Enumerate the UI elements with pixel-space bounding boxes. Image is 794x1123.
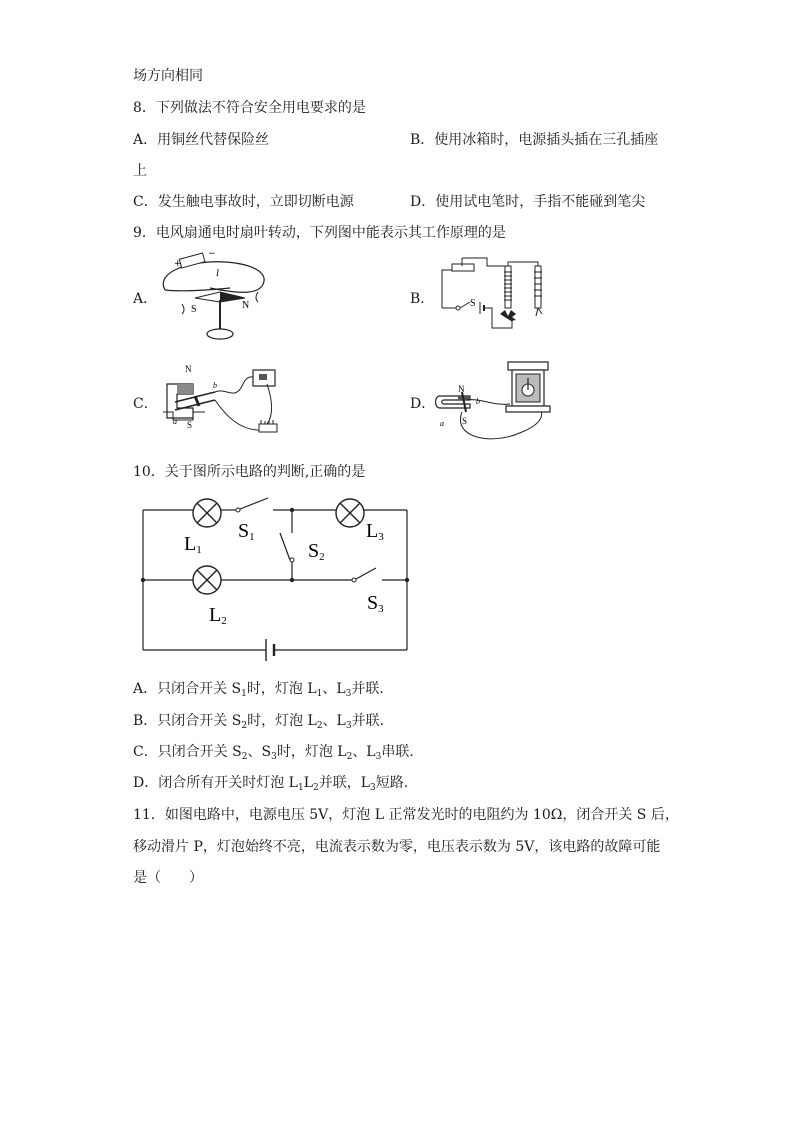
question-8-option-a: A．用铜丝代替保险丝 xyxy=(133,132,270,148)
fig-c-label-n: N xyxy=(185,364,192,374)
question-8-stem: 8．下列做法不符合安全用电要求的是 xyxy=(133,100,366,116)
fig-c-label-s: S xyxy=(187,420,193,430)
label-s3: S3 xyxy=(367,592,384,615)
q9-option-d-label: D． xyxy=(410,396,436,412)
fig-d-label-s: S xyxy=(462,416,468,426)
fig-a-label-i: I xyxy=(216,268,219,278)
fig-d-label-b: b xyxy=(476,397,480,406)
figure-9c-motor xyxy=(155,362,285,442)
figure-9d-generator xyxy=(432,358,562,448)
fig-c-label-a: a xyxy=(173,417,177,426)
question-8-option-b: B．使用冰箱时，电源插头插在三孔插座 xyxy=(410,132,659,148)
q9-option-b-label: B． xyxy=(410,291,435,307)
fig-a-plus: + xyxy=(174,259,182,269)
label-s1: S1 xyxy=(238,520,255,543)
fig-d-label-n: N xyxy=(458,384,465,394)
question-8-option-b-cont: 上 xyxy=(133,163,147,179)
fig-c-label-b: b xyxy=(213,381,217,390)
question-9-stem: 9．电风扇通电时扇叶转动，下列图中能表示其工作原理的是 xyxy=(133,225,506,241)
figure-10-circuit xyxy=(140,495,415,665)
label-l1: L1 xyxy=(184,533,202,556)
question-10-option-d: D．闭合所有开关时灯泡 $L_1L_2$并联，$L_3$短路. xyxy=(133,775,409,793)
question-8-option-d: D．使用试电笔时，手指不能碰到笔尖 xyxy=(410,194,646,210)
question-8-option-c: C．发生触电事故时，立即切断电源 xyxy=(133,194,354,210)
question-10-stem: 10．关于图所示电路的判断,正确的是 xyxy=(133,464,366,480)
fig-a-label-s: S xyxy=(191,304,197,315)
q9-option-a-label: A． xyxy=(133,291,158,307)
question-10-option-a: A．只闭合开关 $S_1$时，灯泡 $L_1$、$L_3$并联． xyxy=(133,681,394,699)
text-line-continuation: 场方向相同 xyxy=(133,68,203,84)
label-l3: L3 xyxy=(366,520,384,543)
fig-a-minus: − xyxy=(208,249,216,259)
figure-9a-oersted xyxy=(150,249,275,344)
fig-b-label-s: S xyxy=(470,298,476,309)
question-11-line-1: 11．如图电路中，电源电压 5V，灯泡 L 正常发光时的电阻约为 10Ω，闭合开关 S 后， xyxy=(133,807,679,823)
fig-d-label-a: a xyxy=(440,419,444,428)
figure-9b-electromagnets xyxy=(432,256,562,336)
question-11-line-3: 是（ ） xyxy=(133,870,203,886)
q9-option-c-label: C． xyxy=(133,396,158,412)
fig-a-label-n: N xyxy=(242,300,250,311)
question-10-option-c: C．只闭合开关 $S_2$、$S_3$时，灯泡 $L_2$、$L_3$串联． xyxy=(133,744,424,762)
question-10-option-b: B．只闭合开关 $S_2$时，灯泡 $L_2$、$L_3$并联． xyxy=(133,713,394,731)
question-11-line-2: 移动滑片 P，灯泡始终不亮，电流表示数为零，电压表示数为 5V，该电路的故障可能 xyxy=(133,839,661,855)
label-s2: S2 xyxy=(308,540,325,563)
label-l2: L2 xyxy=(209,604,227,627)
